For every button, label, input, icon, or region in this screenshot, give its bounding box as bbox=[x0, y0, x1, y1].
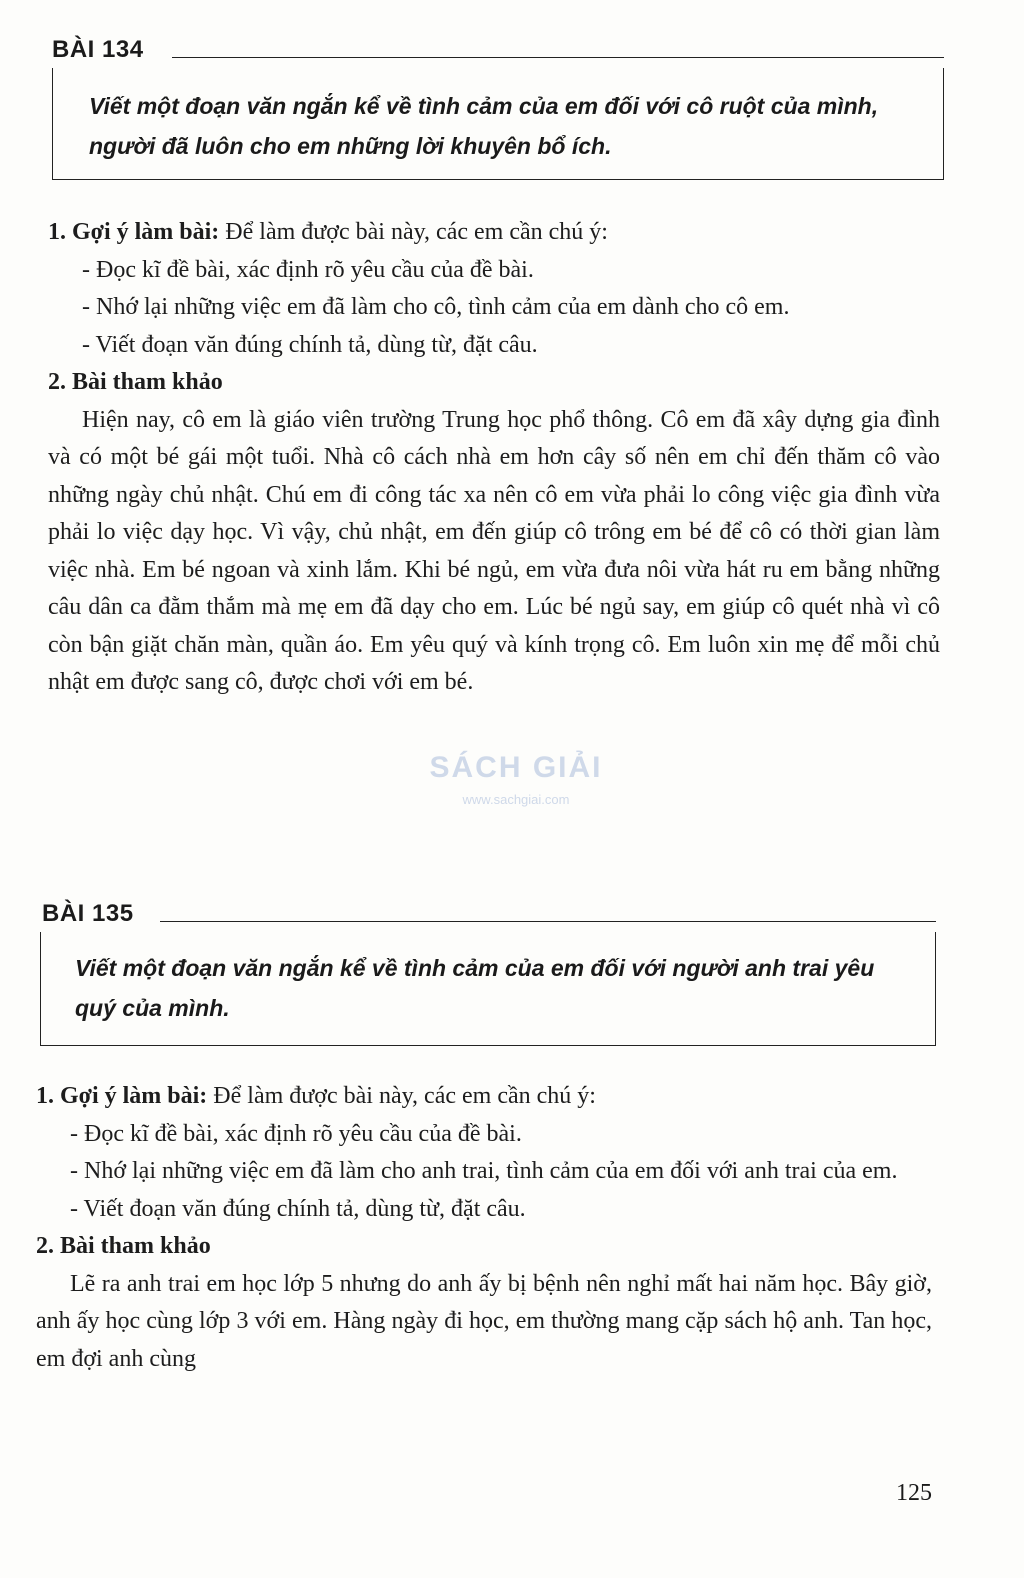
reference-text: Lẽ ra anh trai em học lớp 5 nhưng do anh ấy bị bệnh nên nghỉ mất hai năm học. Bây giờ, anh ấy học cùng lớp 3 với em. Hàng ngày đi học, em thường mang cặp sách hộ anh. Tan học, em đợi anh cùng bbox=[36, 1270, 932, 1372]
hint-item: - Viết đoạn văn đúng chính tả, dùng từ, đặt câu. bbox=[82, 331, 538, 358]
heading-rule bbox=[172, 57, 944, 58]
heading-rule bbox=[160, 921, 936, 922]
reference-label: 2. Bài tham khảo bbox=[48, 369, 223, 395]
hint-item: - Nhớ lại những việc em đã làm cho cô, tình cảm của em dành cho cô em. bbox=[82, 294, 790, 320]
hint-item: - Đọc kĩ đề bài, xác định rõ yêu cầu của đề bài. bbox=[70, 1120, 522, 1147]
reference-label: 2. Bài tham khảo bbox=[36, 1233, 211, 1259]
exercise-title: BÀI 135 bbox=[42, 900, 134, 927]
hint-line bbox=[36, 1078, 932, 1116]
hint-item: - Viết đoạn văn đúng chính tả, dùng từ, đặt câu. bbox=[70, 1195, 526, 1222]
prompt-box bbox=[40, 932, 936, 1046]
hint-line bbox=[48, 214, 940, 252]
exercise-body bbox=[48, 214, 940, 702]
exercise-body bbox=[36, 1078, 932, 1378]
hint-item: - Nhớ lại những việc em đã làm cho anh trai, tình cảm của em đối với anh trai của em. bbox=[70, 1158, 898, 1184]
reference-text: Hiện nay, cô em là giáo viên trường Trung học phổ thông. Cô em đã xây dựng gia đình và có một bé gái một tuổi. Nhà cô cách nhà em hơn cây số nên em chỉ đến thăm cô vào những ngày chủ nhật. Chú em đi công tác xa nên cô em vừa phải lo công việc gia đình vừa phải lo việc dạy học. Vì vậy, chủ nhật, em đến giúp cô trông em bé để cô có thời gian làm việc nhà. Em bé ngoan và xinh lắm. Khi bé ngủ, em vừa đưa nôi vừa hát ru em bằng những câu dân ca đằm thắm mà mẹ em đã dạy cho em. Lúc bé ngủ say, em giúp cô quét nhà vì cô còn bận giặt chăn màn, quần áo. Em yêu quý và kính trọng cô. Em luôn xin mẹ để mỗi chủ nhật em được sang cô, được chơi với em bé. bbox=[48, 406, 940, 695]
page-number: 125 bbox=[896, 1480, 932, 1506]
watermark-url: www.sachgiai.com bbox=[462, 792, 570, 807]
prompt-box bbox=[52, 68, 944, 180]
exercise-prompt: Viết một đoạn văn ngắn kể về tình cảm của em đối với cô ruột của mình, người đã luôn cho em những lời khuyên bổ ích. bbox=[89, 93, 879, 159]
hint-label: 1. Gợi ý làm bài: bbox=[36, 1083, 208, 1109]
watermark-main: SÁCH GIẢI bbox=[429, 751, 603, 784]
exercise-prompt: Viết một đoạn văn ngắn kể về tình cảm của em đối với người anh trai yêu quý của mình. bbox=[75, 955, 875, 1021]
hint-intro: Để làm được bài này, các em cần chú ý: bbox=[213, 1083, 596, 1109]
watermark-logo bbox=[416, 746, 616, 826]
hint-intro: Để làm được bài này, các em cần chú ý: bbox=[225, 219, 608, 245]
exercise-title: BÀI 134 bbox=[52, 36, 144, 63]
hint-label: 1. Gợi ý làm bài: bbox=[48, 219, 220, 245]
hint-item: - Đọc kĩ đề bài, xác định rõ yêu cầu của đề bài. bbox=[82, 256, 534, 283]
